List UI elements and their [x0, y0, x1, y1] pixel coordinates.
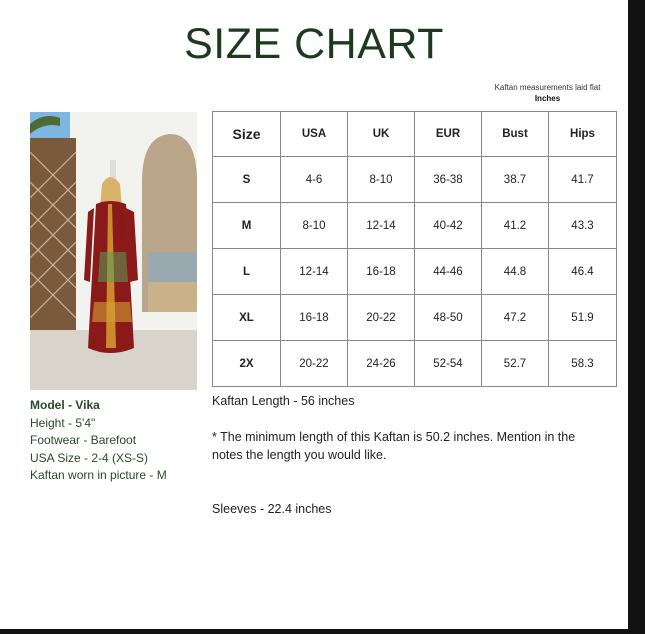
model-worn-size: Kaftan worn in picture - M — [30, 468, 167, 482]
measurement-note — [470, 82, 625, 104]
cell-bust: 44.8 — [482, 249, 549, 295]
measurement-note-text: Kaftan measurements laid flat — [494, 83, 601, 92]
cell-usa: 16-18 — [281, 295, 348, 341]
cell-bust: 47.2 — [482, 295, 549, 341]
header-eur: EUR — [415, 112, 482, 157]
header-size: Size — [213, 112, 281, 157]
cell-hips: 41.7 — [549, 157, 617, 203]
header-usa: USA — [281, 112, 348, 157]
cell-size: XL — [213, 295, 281, 341]
cell-uk: 8-10 — [348, 157, 415, 203]
cell-hips: 43.3 — [549, 203, 617, 249]
cell-eur: 36-38 — [415, 157, 482, 203]
minimum-length-line-2: notes the length you would like. — [212, 448, 387, 462]
header-hips: Hips — [549, 112, 617, 157]
table-header-row — [213, 112, 617, 157]
cell-uk: 16-18 — [348, 249, 415, 295]
table-row — [213, 341, 617, 387]
cell-uk: 20-22 — [348, 295, 415, 341]
cell-bust: 38.7 — [482, 157, 549, 203]
minimum-length-note — [212, 428, 612, 464]
model-footwear: Footwear - Barefoot — [30, 433, 137, 447]
model-info — [30, 397, 167, 485]
cell-uk: 12-14 — [348, 203, 415, 249]
cell-usa: 8-10 — [281, 203, 348, 249]
cell-usa: 20-22 — [281, 341, 348, 387]
cell-hips: 46.4 — [549, 249, 617, 295]
header-uk: UK — [348, 112, 415, 157]
page-title: SIZE CHART — [184, 20, 444, 68]
cell-eur: 40-42 — [415, 203, 482, 249]
kaftan-length: Kaftan Length - 56 inches — [212, 394, 355, 408]
cell-hips: 51.9 — [549, 295, 617, 341]
measurement-unit: Inches — [534, 94, 561, 103]
cell-eur: 52-54 — [415, 341, 482, 387]
cell-usa: 4-6 — [281, 157, 348, 203]
cell-size: 2X — [213, 341, 281, 387]
cell-usa: 12-14 — [281, 249, 348, 295]
bottom-border — [0, 629, 645, 634]
minimum-length-line-1: * The minimum length of this Kaftan is 50.2 inches. Mention in the — [212, 430, 576, 444]
cell-eur: 44-46 — [415, 249, 482, 295]
cell-eur: 48-50 — [415, 295, 482, 341]
cell-bust: 52.7 — [482, 341, 549, 387]
model-name: Model - Vika — [30, 398, 100, 412]
size-chart-table — [212, 111, 617, 387]
cell-uk: 24-26 — [348, 341, 415, 387]
model-photo-illustration — [30, 112, 197, 390]
sleeves-length: Sleeves - 22.4 inches — [212, 502, 332, 516]
table-row — [213, 295, 617, 341]
header-bust: Bust — [482, 112, 549, 157]
cell-bust: 41.2 — [482, 203, 549, 249]
model-height: Height - 5'4" — [30, 415, 96, 430]
cell-hips: 58.3 — [549, 341, 617, 387]
right-border — [628, 0, 645, 634]
cell-size: S — [213, 157, 281, 203]
table-row — [213, 157, 617, 203]
model-usa-size: USA Size - 2-4 (XS-S) — [30, 450, 149, 465]
cell-size: L — [213, 249, 281, 295]
cell-size: M — [213, 203, 281, 249]
model-photo — [30, 112, 197, 390]
table-row — [213, 203, 617, 249]
table-row — [213, 249, 617, 295]
